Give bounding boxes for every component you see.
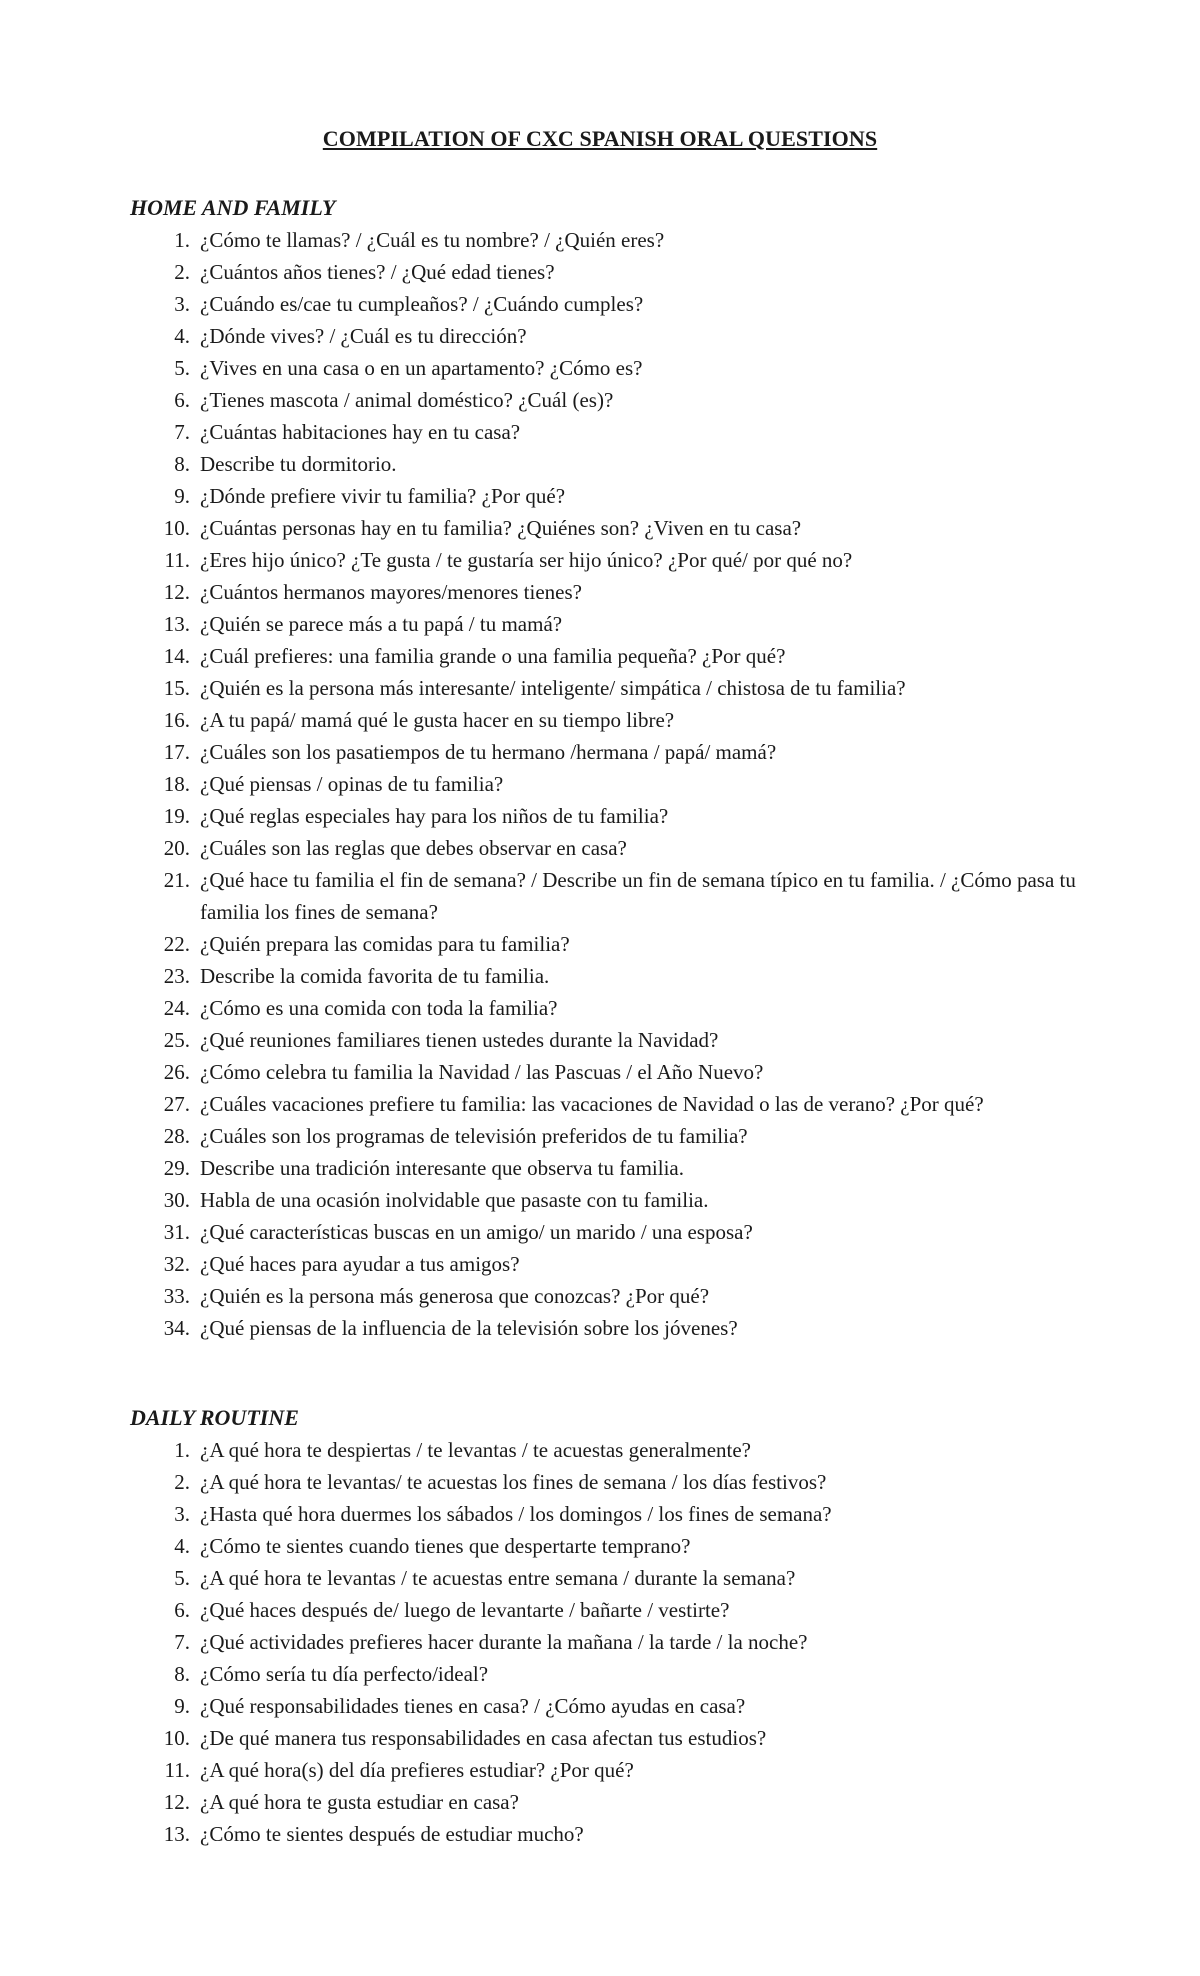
question-number: 8. <box>174 452 190 476</box>
question-item <box>130 1216 1090 1248</box>
question-item <box>130 1280 1090 1312</box>
question-item <box>130 352 1090 384</box>
question-text: ¿Qué características buscas en un amigo/ un marido / una esposa? <box>200 1220 753 1244</box>
question-number: 18. <box>163 772 190 796</box>
question-item <box>130 832 1090 864</box>
question-text: ¿Hasta qué hora duermes los sábados / los domingos / los fines de semana? <box>200 1502 832 1526</box>
question-text: ¿Qué piensas de la influencia de la televisión sobre los jóvenes? <box>200 1316 738 1340</box>
question-item <box>130 288 1090 320</box>
question-item <box>130 1594 1090 1626</box>
question-item <box>130 800 1090 832</box>
question-item <box>130 960 1090 992</box>
question-text: ¿Cómo es una comida con toda la familia? <box>200 996 558 1020</box>
question-number: 33. <box>163 1284 190 1308</box>
question-number: 19. <box>163 804 190 828</box>
question-text: ¿Qué haces para ayudar a tus amigos? <box>200 1252 520 1276</box>
question-number: 17. <box>163 740 190 764</box>
question-text: ¿Cómo sería tu día perfecto/ideal? <box>200 1662 489 1686</box>
question-text: ¿Cómo te llamas? / ¿Cuál es tu nombre? / ¿Quién eres? <box>200 228 665 252</box>
question-text: ¿Cuántas habitaciones hay en tu casa? <box>200 420 521 444</box>
question-text: ¿Cómo te sientes cuando tienes que despertarte temprano? <box>200 1534 691 1558</box>
question-number: 7. <box>174 420 190 444</box>
question-number: 16. <box>163 708 190 732</box>
question-text: ¿Qué hace tu familia el fin de semana? / Describe un fin de semana típico en tu familia. / ¿Cómo pasa tu familia los fines de semana? <box>200 868 1076 924</box>
question-item <box>130 1434 1090 1466</box>
question-text: ¿Eres hijo único? ¿Te gusta / te gustaría ser hijo único? ¿Por qué/ por qué no? <box>200 548 853 572</box>
question-text: ¿Tienes mascota / animal doméstico? ¿Cuál (es)? <box>200 388 614 412</box>
question-item <box>130 576 1090 608</box>
question-number: 13. <box>163 1822 190 1846</box>
question-text: ¿Qué responsabilidades tienes en casa? / ¿Cómo ayudas en casa? <box>200 1694 746 1718</box>
question-item <box>130 1184 1090 1216</box>
question-item <box>130 1248 1090 1280</box>
question-item <box>130 1690 1090 1722</box>
question-number: 10. <box>163 1726 190 1750</box>
question-number: 9. <box>174 484 190 508</box>
question-text: ¿Qué actividades prefieres hacer durante la mañana / la tarde / la noche? <box>200 1630 808 1654</box>
question-item <box>130 1498 1090 1530</box>
question-text: ¿Vives en una casa o en un apartamento? ¿Cómo es? <box>200 356 643 380</box>
question-number: 21. <box>163 868 190 892</box>
question-item <box>130 320 1090 352</box>
question-number: 2. <box>174 1470 190 1494</box>
question-number: 12. <box>163 580 190 604</box>
question-item <box>130 384 1090 416</box>
question-item <box>130 736 1090 768</box>
question-number: 10. <box>163 516 190 540</box>
question-item <box>130 448 1090 480</box>
question-item <box>130 224 1090 256</box>
question-list <box>130 224 1090 1344</box>
question-number: 22. <box>163 932 190 956</box>
question-text: ¿Qué haces después de/ luego de levantarte / bañarte / vestirte? <box>200 1598 730 1622</box>
question-item <box>130 1024 1090 1056</box>
section-home-and-family <box>130 192 1090 1344</box>
question-number: 23. <box>163 964 190 988</box>
question-item <box>130 1626 1090 1658</box>
question-item <box>130 416 1090 448</box>
section-heading: DAILY ROUTINE <box>130 1405 299 1430</box>
question-number: 29. <box>163 1156 190 1180</box>
question-number: 28. <box>163 1124 190 1148</box>
question-number: 25. <box>163 1028 190 1052</box>
question-item <box>130 1562 1090 1594</box>
question-item <box>130 1088 1090 1120</box>
question-text: ¿Qué reglas especiales hay para los niños de tu familia? <box>200 804 669 828</box>
question-item <box>130 928 1090 960</box>
question-text: ¿Cuáles son los pasatiempos de tu hermano /hermana / papá/ mamá? <box>200 740 777 764</box>
question-text: ¿Qué piensas / opinas de tu familia? <box>200 772 504 796</box>
question-number: 3. <box>174 1502 190 1526</box>
question-text: ¿Cuáles son las reglas que debes observar en casa? <box>200 836 627 860</box>
question-item <box>130 1754 1090 1786</box>
document-title: COMPILATION OF CXC SPANISH ORAL QUESTIONS <box>322 126 878 151</box>
question-text: Describe la comida favorita de tu familia. <box>200 964 550 988</box>
question-text: Habla de una ocasión inolvidable que pasaste con tu familia. <box>200 1188 709 1212</box>
question-number: 6. <box>174 388 190 412</box>
question-item <box>130 1466 1090 1498</box>
question-item <box>130 1312 1090 1344</box>
question-number: 8. <box>174 1662 190 1686</box>
question-text: ¿Qué reuniones familiares tienen ustedes durante la Navidad? <box>200 1028 719 1052</box>
question-text: ¿Quién prepara las comidas para tu familia? <box>200 932 570 956</box>
question-item <box>130 1120 1090 1152</box>
question-number: 14. <box>163 644 190 668</box>
question-text: ¿Cuál prefieres: una familia grande o una familia pequeña? ¿Por qué? <box>200 644 786 668</box>
question-item <box>130 992 1090 1024</box>
question-number: 4. <box>174 324 190 348</box>
question-item <box>130 1818 1090 1850</box>
question-item <box>130 1152 1090 1184</box>
question-number: 32. <box>163 1252 190 1276</box>
question-number: 1. <box>174 228 190 252</box>
question-number: 5. <box>174 356 190 380</box>
question-number: 11. <box>164 548 190 572</box>
question-text: ¿Cuándo es/cae tu cumpleaños? / ¿Cuándo cumples? <box>200 292 644 316</box>
section-heading: HOME AND FAMILY <box>130 195 336 220</box>
question-text: ¿A qué hora te levantas / te acuestas entre semana / durante la semana? <box>200 1566 796 1590</box>
question-text: ¿Cuáles son los programas de televisión preferidos de tu familia? <box>200 1124 748 1148</box>
question-number: 1. <box>174 1438 190 1462</box>
question-number: 20. <box>163 836 190 860</box>
question-number: 31. <box>163 1220 190 1244</box>
question-text: Describe una tradición interesante que observa tu familia. <box>200 1156 684 1180</box>
question-number: 15. <box>163 676 190 700</box>
question-item <box>130 1786 1090 1818</box>
question-item <box>130 512 1090 544</box>
question-item <box>130 608 1090 640</box>
question-item <box>130 704 1090 736</box>
question-text: ¿A qué hora(s) del día prefieres estudiar? ¿Por qué? <box>200 1758 634 1782</box>
question-text: ¿Dónde prefiere vivir tu familia? ¿Por qué? <box>200 484 566 508</box>
question-text: ¿Cuántos años tienes? / ¿Qué edad tienes? <box>200 260 555 284</box>
question-text: Describe tu dormitorio. <box>200 452 397 476</box>
question-number: 6. <box>174 1598 190 1622</box>
question-text: ¿A qué hora te despiertas / te levantas / te acuestas generalmente? <box>200 1438 752 1462</box>
question-text: ¿Cuántas personas hay en tu familia? ¿Quiénes son? ¿Viven en tu casa? <box>200 516 802 540</box>
question-item <box>130 864 1090 928</box>
question-number: 30. <box>163 1188 190 1212</box>
question-item <box>130 768 1090 800</box>
question-number: 11. <box>164 1758 190 1782</box>
question-text: ¿De qué manera tus responsabilidades en casa afectan tus estudios? <box>200 1726 767 1750</box>
question-item <box>130 544 1090 576</box>
question-list <box>130 1434 1090 1850</box>
question-text: ¿A tu papá/ mamá qué le gusta hacer en su tiempo libre? <box>200 708 675 732</box>
question-text: ¿Quién se parece más a tu papá / tu mamá? <box>200 612 563 636</box>
question-text: ¿A qué hora te gusta estudiar en casa? <box>200 1790 519 1814</box>
question-text: ¿Cómo celebra tu familia la Navidad / las Pascuas / el Año Nuevo? <box>200 1060 764 1084</box>
question-text: ¿Cuántos hermanos mayores/menores tienes? <box>200 580 582 604</box>
question-text: ¿Cómo te sientes después de estudiar mucho? <box>200 1822 584 1846</box>
question-text: ¿Cuáles vacaciones prefiere tu familia: las vacaciones de Navidad o las de verano? ¿Por qué? <box>200 1092 984 1116</box>
question-item <box>130 1056 1090 1088</box>
question-number: 13. <box>163 612 190 636</box>
question-item <box>130 1658 1090 1690</box>
question-item <box>130 1722 1090 1754</box>
question-item <box>130 256 1090 288</box>
question-number: 34. <box>163 1316 190 1340</box>
question-number: 4. <box>174 1534 190 1558</box>
question-number: 3. <box>174 292 190 316</box>
question-number: 2. <box>174 260 190 284</box>
question-item <box>130 672 1090 704</box>
question-number: 12. <box>163 1790 190 1814</box>
question-text: ¿A qué hora te levantas/ te acuestas los fines de semana / los días festivos? <box>200 1470 827 1494</box>
question-number: 9. <box>174 1694 190 1718</box>
question-item <box>130 640 1090 672</box>
question-item <box>130 480 1090 512</box>
question-number: 27. <box>163 1092 190 1116</box>
question-number: 7. <box>174 1630 190 1654</box>
question-number: 26. <box>163 1060 190 1084</box>
question-item <box>130 1530 1090 1562</box>
section-daily-routine <box>130 1402 1090 1850</box>
question-number: 24. <box>163 996 190 1020</box>
question-text: ¿Quién es la persona más interesante/ inteligente/ simpática / chistosa de tu familia? <box>200 676 906 700</box>
question-number: 5. <box>174 1566 190 1590</box>
question-text: ¿Quién es la persona más generosa que conozcas? ¿Por qué? <box>200 1284 710 1308</box>
question-text: ¿Dónde vives? / ¿Cuál es tu dirección? <box>200 324 527 348</box>
